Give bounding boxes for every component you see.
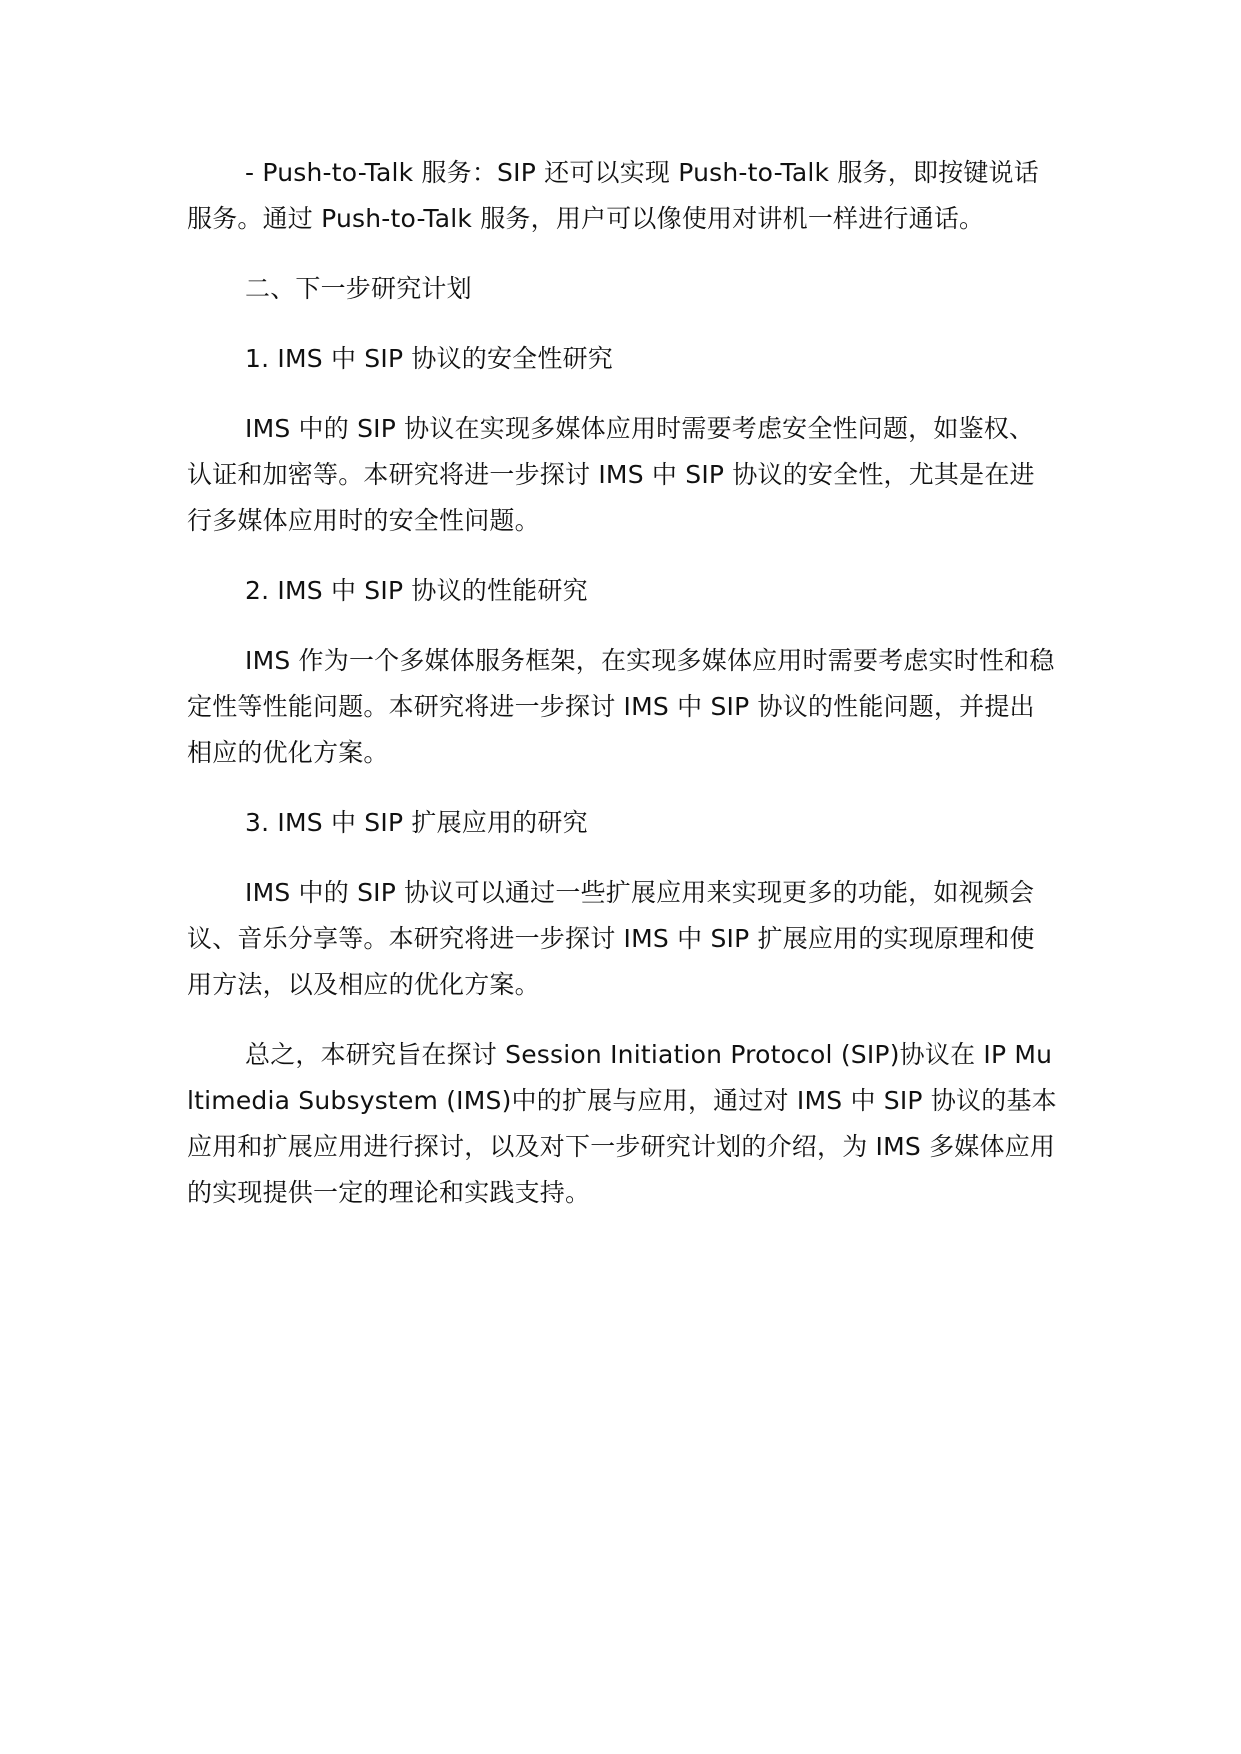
- push-to-talk-paragraph: - Push-to-Talk 服务：SIP 还可以实现 Push-to-Talk 服务，即按键说话服务。通过 Push-to-Talk 服务，用户可以像使用对讲机一样进行通话。: [187, 158, 1039, 233]
- subheading-performance-research: 2. IMS 中 SIP 协议的性能研究: [245, 576, 588, 605]
- conclusion-paragraph: 总之，本研究旨在探讨 Session Initiation Protocol (SIP)协议在 IP Multimedia Subsystem (IMS)中的扩展与应用，通过对 IMS 中 SIP 协议的基本应用和扩展应用进行探讨，以及对下一步研究计划的介绍，为 IMS 多媒体应用的实现提供一定的理论和实践支持。: [187, 1040, 1057, 1207]
- performance-research-paragraph: IMS 作为一个多媒体服务框架，在实现多媒体应用时需要考虑实时性和稳定性等性能问题。本研究将进一步探讨 IMS 中 SIP 协议的性能问题，并提出相应的优化方案。: [187, 646, 1055, 767]
- subheading-extension-research: 3. IMS 中 SIP 扩展应用的研究: [245, 808, 588, 837]
- extension-research-paragraph: IMS 中的 SIP 协议可以通过一些扩展应用来实现更多的功能，如视频会议、音乐分享等。本研究将进一步探讨 IMS 中 SIP 扩展应用的实现原理和使用方法，以及相应的优化方案。: [187, 878, 1035, 999]
- security-research-paragraph: IMS 中的 SIP 协议在实现多媒体应用时需要考虑安全性问题，如鉴权、认证和加密等。本研究将进一步探讨 IMS 中 SIP 协议的安全性，尤其是在进行多媒体应用时的安全性问题。: [187, 414, 1035, 535]
- section-heading-next-plan: 二、下一步研究计划: [245, 274, 472, 303]
- document-body: [187, 150, 1057, 1240]
- subheading-security-research: 1. IMS 中 SIP 协议的安全性研究: [245, 344, 613, 373]
